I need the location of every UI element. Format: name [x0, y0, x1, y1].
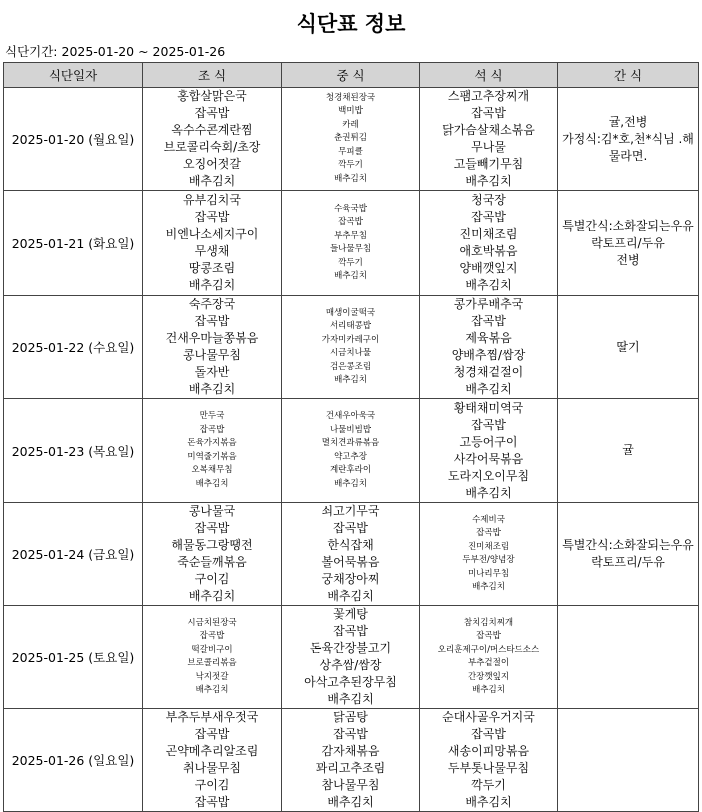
dinner-menu-item: 황태채미역국 [453, 400, 524, 415]
lunch-menu-item: 들나물무침 [329, 244, 372, 254]
snack-menu-item: 락토프리/두유 [591, 555, 665, 569]
dinner-menu-item: 콩가루배추국 [453, 297, 524, 311]
lunch-menu-item: 볼어묵볶음 [321, 555, 380, 569]
dinner-cell [420, 191, 558, 296]
meal-date: 2025-01-23 (목요일) [4, 399, 143, 503]
table-header-row [4, 63, 699, 88]
lunch-menu-item: 한식잡채 [327, 538, 374, 552]
breakfast-menu-item: 홍합살맑은국 [177, 89, 247, 103]
dinner-menu-item: 배추김치 [465, 382, 512, 396]
lunch-menu-item: 수육국밥 [334, 203, 367, 214]
lunch-menu-item: 깍두기 [338, 257, 363, 268]
breakfast-menu-item: 부추두부새우젓국 [165, 710, 259, 724]
table-row [4, 88, 699, 191]
breakfast-menu-item: 시금치된장국 [187, 617, 237, 628]
breakfast-menu-item: 잡곡밥 [194, 521, 230, 535]
lunch-menu-item: 매생이굴떡국 [325, 307, 376, 318]
dinner-menu-item: 배추김치 [465, 485, 512, 500]
lunch-menu-item: 잡곡밥 [333, 727, 368, 741]
breakfast-menu-item: 곤약메추리알조림 [165, 744, 259, 758]
breakfast-menu-item: 유부김치국 [183, 193, 241, 207]
lunch-menu-item: 검은콩조림 [329, 361, 372, 372]
lunch-menu-item: 나물비빔밥 [329, 424, 372, 435]
dinner-menu-item: 도라지오이무침 [447, 468, 530, 483]
breakfast-cell [143, 191, 282, 296]
breakfast-menu-item: 해물동그랑땡전 [171, 538, 253, 552]
breakfast-cell [143, 399, 282, 503]
breakfast-menu-item: 무생채 [194, 244, 230, 258]
lunch-menu-item: 배추김치 [327, 795, 374, 809]
lunch-menu-item: 돈육간장불고기 [309, 641, 392, 655]
lunch-menu-item: 참나물무침 [321, 778, 380, 792]
breakfast-cell [143, 503, 282, 606]
lunch-menu-item: 궁채장아찌 [321, 572, 380, 586]
lunch-cell [282, 296, 420, 399]
snack-menu-item: 락토프리/두유 [591, 235, 665, 250]
breakfast-menu-item: 잡곡밥 [194, 210, 230, 224]
header-date: 식단일자 [4, 63, 143, 88]
lunch-menu-item: 배추김치 [327, 692, 374, 706]
dinner-menu-item: 사각어묵볶음 [453, 451, 524, 466]
dinner-menu-item: 잡곡밥 [471, 417, 506, 432]
lunch-cell [282, 88, 420, 191]
breakfast-menu-item: 배추김치 [188, 174, 236, 188]
breakfast-menu-item: 미역줄기볶음 [187, 451, 237, 462]
snack-menu-item: 특별간식:소화잘되는우유 [562, 538, 694, 552]
dinner-menu-item: 부추겉절이 [467, 658, 510, 668]
dinner-cell [420, 503, 558, 606]
dinner-menu-item: 무나물 [471, 140, 506, 154]
breakfast-menu-item: 배추김치 [188, 589, 236, 603]
breakfast-menu-item: 떡갈비구이 [191, 644, 233, 655]
snack-menu-item: 전병 [616, 252, 640, 267]
breakfast-menu-item: 죽순들깨볶음 [177, 555, 247, 569]
meal-date: 2025-01-25 (토요일) [4, 606, 143, 709]
breakfast-menu-item: 배추김치 [195, 685, 229, 695]
dinner-menu-item: 두부톳나물무침 [447, 761, 530, 775]
lunch-menu-item: 감자채볶음 [321, 744, 380, 758]
table-row [4, 606, 699, 709]
lunch-menu-item: 상추쌈/쌈장 [319, 658, 382, 672]
table-row [4, 191, 699, 296]
lunch-menu-item: 잡곡밥 [338, 217, 363, 227]
lunch-menu-item: 잡곡밥 [333, 624, 368, 638]
meal-table-body [4, 88, 699, 812]
dinner-menu-item: 애호박볶음 [459, 244, 518, 258]
snack-menu-item: 특별간식:소화잘되는우유 [562, 218, 694, 233]
dinner-menu-item: 고들빼기무침 [453, 157, 524, 171]
dinner-menu-item: 잡곡밥 [476, 528, 501, 538]
lunch-menu-item: 무피클 [338, 146, 363, 157]
dinner-menu-item: 수제비국 [472, 514, 505, 525]
snack-cell [558, 709, 699, 812]
snack-cell [558, 606, 699, 709]
lunch-menu-item: 카레 [342, 119, 359, 130]
breakfast-menu-item: 구이김 [194, 778, 230, 792]
dinner-menu-item: 잡곡밥 [471, 727, 506, 741]
dinner-menu-item: 오리훈제구이/머스타드소스 [437, 644, 540, 655]
snack-menu-item: 물라면. [608, 148, 648, 163]
breakfast-cell [143, 296, 282, 399]
table-row [4, 709, 699, 812]
dinner-menu-item: 참치김치찌개 [463, 617, 514, 628]
meal-date: 2025-01-21 (화요일) [4, 191, 143, 296]
lunch-menu-item: 쇠고기무국 [321, 504, 380, 518]
lunch-menu-item: 가자미카레구이 [321, 334, 380, 345]
lunch-menu-item: 서리태콩밥 [329, 321, 372, 331]
dinner-menu-item: 미나리무침 [467, 568, 510, 579]
snack-menu-item: 가정식:김*호,천*식님 .해 [562, 131, 694, 146]
breakfast-cell [143, 88, 282, 191]
dinner-menu-item: 스팸고추장찌개 [447, 89, 530, 103]
lunch-menu-item: 계란후라이 [329, 465, 372, 475]
meal-table [3, 62, 699, 812]
snack-cell [558, 503, 699, 606]
dinner-menu-item: 배추김치 [465, 795, 512, 809]
snack-menu-item: 귤,전병 [608, 114, 648, 129]
snack-cell [558, 296, 699, 399]
breakfast-menu-item: 잡곡밥 [194, 795, 230, 809]
snack-menu-item: 귤 [622, 443, 634, 457]
header-breakfast: 조 식 [143, 63, 282, 88]
lunch-cell [282, 191, 420, 296]
lunch-menu-item: 배추김치 [334, 478, 367, 489]
page-title: 식단표 정보 [296, 12, 406, 36]
breakfast-menu-item: 낙지젓갈 [195, 671, 229, 682]
dinner-menu-item: 양배추찜/쌈장 [451, 348, 526, 362]
breakfast-cell [143, 709, 282, 812]
breakfast-menu-item: 배추김치 [188, 382, 236, 396]
dinner-menu-item: 닭가슴살채소볶음 [442, 123, 535, 137]
snack-cell [558, 191, 699, 296]
dinner-menu-item: 새송이피망볶음 [447, 744, 530, 758]
dinner-menu-item: 청국장 [471, 193, 506, 207]
breakfast-cell [143, 606, 282, 709]
dinner-menu-item: 배추김치 [465, 278, 512, 292]
dinner-cell [420, 606, 558, 709]
dinner-menu-item: 배추김치 [472, 582, 505, 592]
lunch-menu-item: 아삭고추된장무침 [304, 675, 397, 689]
dinner-menu-item: 잡곡밥 [476, 631, 501, 641]
header-lunch: 중 식 [282, 63, 420, 88]
dinner-menu-item: 잡곡밥 [471, 106, 506, 120]
dinner-menu-item: 배추김치 [465, 174, 512, 188]
dinner-menu-item: 잡곡밥 [471, 314, 506, 328]
dinner-cell [420, 709, 558, 812]
lunch-menu-item: 춘권튀김 [334, 133, 367, 144]
table-row [4, 399, 699, 503]
lunch-menu-item: 꽈리고추조림 [315, 761, 386, 775]
breakfast-menu-item: 잡곡밥 [199, 424, 225, 435]
meal-date: 2025-01-20 (월요일) [4, 88, 143, 191]
breakfast-menu-item: 건새우마늘쫑볶음 [165, 331, 259, 345]
breakfast-menu-item: 오징어젓갈 [183, 157, 241, 171]
lunch-menu-item: 건새우아욱국 [325, 411, 376, 421]
header-dinner: 석 식 [420, 63, 558, 88]
dinner-cell [420, 399, 558, 503]
lunch-menu-item: 시금치나물 [329, 348, 372, 358]
table-row [4, 503, 699, 606]
dinner-menu-item: 청경채겉절이 [453, 365, 524, 379]
lunch-menu-item: 배추김치 [327, 589, 374, 603]
lunch-menu-item: 배추김치 [334, 173, 367, 184]
lunch-cell [282, 399, 420, 503]
meal-date: 2025-01-24 (금요일) [4, 503, 143, 606]
dinner-menu-item: 순대사골우거지국 [442, 710, 535, 724]
dinner-cell [420, 296, 558, 399]
lunch-menu-item: 청경채된장국 [325, 92, 376, 103]
lunch-menu-item: 배추김치 [334, 375, 367, 385]
lunch-menu-item: 부추무침 [334, 230, 367, 241]
breakfast-menu-item: 취나물무침 [183, 761, 241, 775]
lunch-menu-item: 백미밥 [338, 106, 363, 117]
breakfast-menu-item: 잡곡밥 [199, 631, 225, 641]
breakfast-menu-item: 오복채무침 [191, 465, 233, 475]
breakfast-menu-item: 돌자반 [194, 365, 230, 379]
breakfast-menu-item: 땅콩조림 [188, 261, 236, 275]
lunch-menu-item: 닭곰탕 [333, 710, 368, 724]
breakfast-menu-item: 콩나물국 [188, 504, 236, 518]
dinner-menu-item: 양배깻잎지 [459, 261, 518, 275]
breakfast-menu-item: 구이김 [194, 572, 230, 586]
breakfast-menu-item: 만두국 [199, 411, 225, 421]
breakfast-menu-item: 브로콜리볶음 [187, 658, 237, 668]
snack-cell [558, 88, 699, 191]
lunch-menu-item: 배추김치 [334, 271, 367, 281]
breakfast-menu-item: 잡곡밥 [194, 727, 230, 741]
dinner-menu-item: 잡곡밥 [471, 210, 506, 224]
lunch-menu-item: 약고추장 [334, 451, 367, 462]
breakfast-menu-item: 배추김치 [188, 278, 236, 292]
dinner-menu-item: 두부전/양념장 [462, 555, 515, 565]
breakfast-menu-item: 잡곡밥 [194, 314, 230, 328]
snack-menu-item: 딸기 [616, 339, 640, 354]
breakfast-menu-item: 옥수수콘계란찜 [171, 123, 253, 137]
dinner-menu-item: 깍두기 [471, 778, 506, 792]
meal-date: 2025-01-22 (수요일) [4, 296, 143, 399]
meal-period: 식단기간: 2025-01-20 ~ 2025-01-26 [5, 44, 226, 59]
meal-date: 2025-01-26 (일요일) [4, 709, 143, 812]
header-snack: 간 식 [558, 63, 699, 88]
breakfast-menu-item: 잡곡밥 [194, 106, 230, 120]
lunch-cell [282, 709, 420, 812]
lunch-cell [282, 503, 420, 606]
breakfast-menu-item: 숙주장국 [188, 297, 236, 311]
lunch-menu-item: 잡곡밥 [333, 521, 368, 535]
dinner-menu-item: 간장깻잎지 [467, 671, 510, 682]
table-row [4, 296, 699, 399]
breakfast-menu-item: 비엔나소세지구이 [165, 227, 259, 241]
dinner-menu-item: 진미채조림 [467, 541, 510, 552]
breakfast-menu-item: 콩나물무침 [183, 348, 241, 362]
breakfast-menu-item: 배추김치 [195, 478, 229, 489]
lunch-menu-item: 멸치견과류볶음 [321, 438, 380, 448]
dinner-menu-item: 배추김치 [472, 685, 505, 695]
lunch-menu-item: 깍두기 [338, 160, 363, 171]
dinner-cell [420, 88, 558, 191]
dinner-menu-item: 진미채조림 [459, 227, 518, 241]
dinner-menu-item: 고등어구이 [459, 434, 518, 449]
dinner-menu-item: 제육볶음 [465, 331, 512, 345]
breakfast-menu-item: 돈육가지볶음 [187, 438, 237, 448]
breakfast-menu-item: 브로콜리숙회/초장 [163, 140, 261, 154]
snack-cell [558, 399, 699, 503]
lunch-menu-item: 꽃게탕 [333, 607, 368, 621]
lunch-cell [282, 606, 420, 709]
